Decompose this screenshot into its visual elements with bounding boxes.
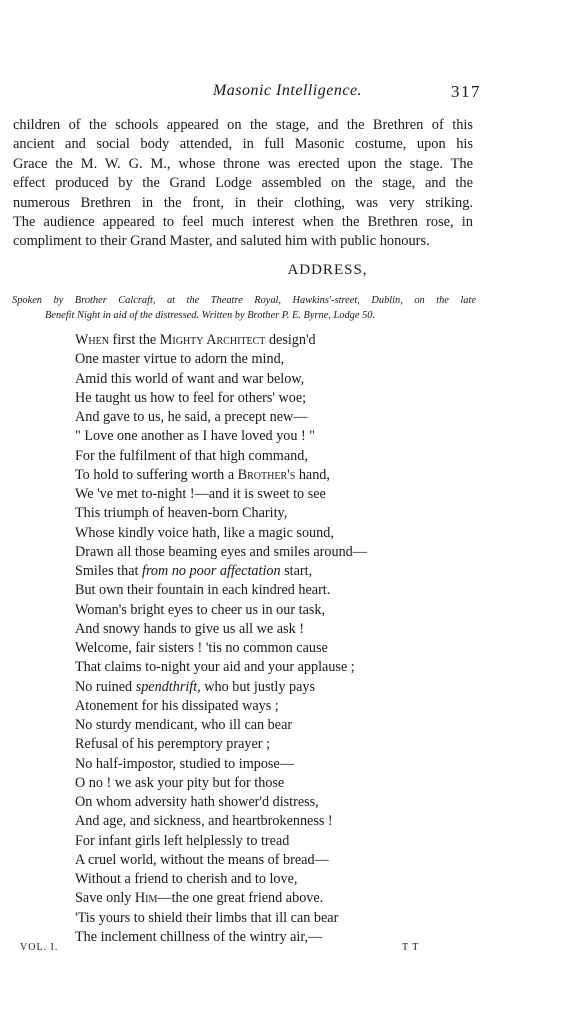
poem-line: Woman's bright eyes to cheer us in our task,: [75, 601, 326, 618]
small-caps-text: When: [75, 332, 109, 348]
poem-text: —the one great friend above.: [157, 890, 324, 907]
italic-text: from no poor affectation: [142, 563, 281, 579]
poem-text: Save only: [75, 890, 135, 907]
section-heading: ADDRESS,: [287, 262, 368, 278]
poem-line: Refusal of his peremptory prayer ;: [75, 736, 271, 753]
small-caps-text: Brother's: [237, 466, 296, 483]
intro-line: children of the schools appeared on the stage, and the Brethren of this: [13, 117, 473, 133]
small-caps-text: Him: [134, 890, 158, 907]
intro-line: ancient and social body attended, in full Masonic costume, upon his: [13, 136, 473, 153]
poem-line: The inclement chillness of the wintry air,—: [75, 928, 323, 945]
poem-text: design'd: [265, 332, 316, 348]
poem-line: [75, 466, 367, 485]
poem-text: No ruined: [75, 678, 136, 695]
signature-mark: T T: [402, 942, 420, 953]
byline: [12, 294, 476, 323]
poem-line: " Love one another as I have loved you ! ": [75, 428, 316, 445]
poem-line: [75, 678, 367, 697]
poem-line: For infant girls left helplessly to tread: [75, 832, 290, 849]
poem-line: [75, 889, 367, 908]
poem-line: And snowy hands to give us all we ask !: [75, 620, 304, 637]
poem-line: On whom adversity hath shower'd distress,: [75, 794, 319, 810]
italic-text: spendthrift,: [135, 678, 201, 695]
poem-text: start,: [280, 563, 313, 579]
poem-text: To hold to suffering worth a: [75, 466, 238, 483]
poem-text: first the: [108, 332, 160, 348]
poem-line: And gave to us, he said, a precept new—: [75, 409, 308, 425]
poem-line: Amid this world of want and war below,: [75, 370, 305, 387]
page-footer: [0, 942, 575, 958]
poem-line: We 've met to-night !—and it is sweet to see: [75, 486, 326, 502]
volume-mark: VOL. I.: [20, 942, 59, 953]
poem-line: Drawn all those beaming eyes and smiles around—: [75, 543, 367, 560]
poem-line: No half-impostor, studied to impose—: [75, 755, 294, 772]
poem-line: A cruel world, without the means of bread—: [75, 851, 329, 868]
poem-line: 'Tis yours to shield their limbs that ill can bear: [75, 909, 339, 926]
poem-line: One master virtue to adorn the mind,: [75, 351, 285, 368]
poem-line: [75, 331, 367, 350]
poem-line: Without a friend to cherish and to love,: [75, 871, 298, 887]
byline-line: Benefit Night in aid of the distressed. Written by Brother P. E. Byrne, Lodge 50.: [45, 309, 376, 321]
intro-line: The audience appeared to feel much interest when the Brethren rose, in: [13, 214, 473, 231]
poem-line: Atonement for his dissipated ways ;: [75, 697, 279, 714]
poem-text: Smiles that: [75, 563, 142, 579]
intro-line: Grace the M. W. G. M., whose throne was erected upon the stage. The: [13, 155, 473, 172]
intro-line: compliment to their Grand Master, and saluted him with public honours.: [13, 233, 430, 250]
poem: [75, 331, 367, 947]
poem-line: [75, 562, 367, 581]
poem-line: But own their fountain in each kindred heart.: [75, 582, 331, 599]
intro-line: effect produced by the Grand Lodge assembled on the stage, and the: [13, 175, 473, 192]
poem-text: who but justly pays: [200, 678, 316, 695]
intro-paragraph: [13, 116, 473, 252]
poem-line: O no ! we ask your pity but for those: [75, 774, 285, 791]
poem-text: hand,: [295, 466, 330, 483]
poem-line: No sturdy mendicant, who ill can bear: [75, 717, 293, 733]
poem-line: This triumph of heaven-born Charity,: [75, 505, 288, 522]
page-number: 317: [451, 82, 481, 101]
poem-line: And age, and sickness, and heartbrokenness !: [75, 813, 333, 830]
poem-line: That claims to-night your aid and your applause ;: [75, 659, 355, 676]
running-head: [0, 82, 575, 104]
small-caps-text: Mighty Architect: [159, 332, 266, 348]
poem-line: He taught us how to feel for others' woe;: [75, 389, 307, 406]
poem-line: Whose kindly voice hath, like a magic sound,: [75, 524, 334, 541]
poem-line: For the fulfilment of that high command,: [75, 447, 308, 464]
byline-line: Spoken by Brother Calcraft, at the Theatre Royal, Hawkins'-street, Dublin, on the late: [12, 295, 476, 306]
running-head-title: Masonic Intelligence.: [212, 82, 363, 99]
poem-line: Welcome, fair sisters ! 'tis no common cause: [75, 640, 328, 656]
intro-line: numerous Brethren in the front, in their clothing, was very striking.: [13, 194, 473, 211]
